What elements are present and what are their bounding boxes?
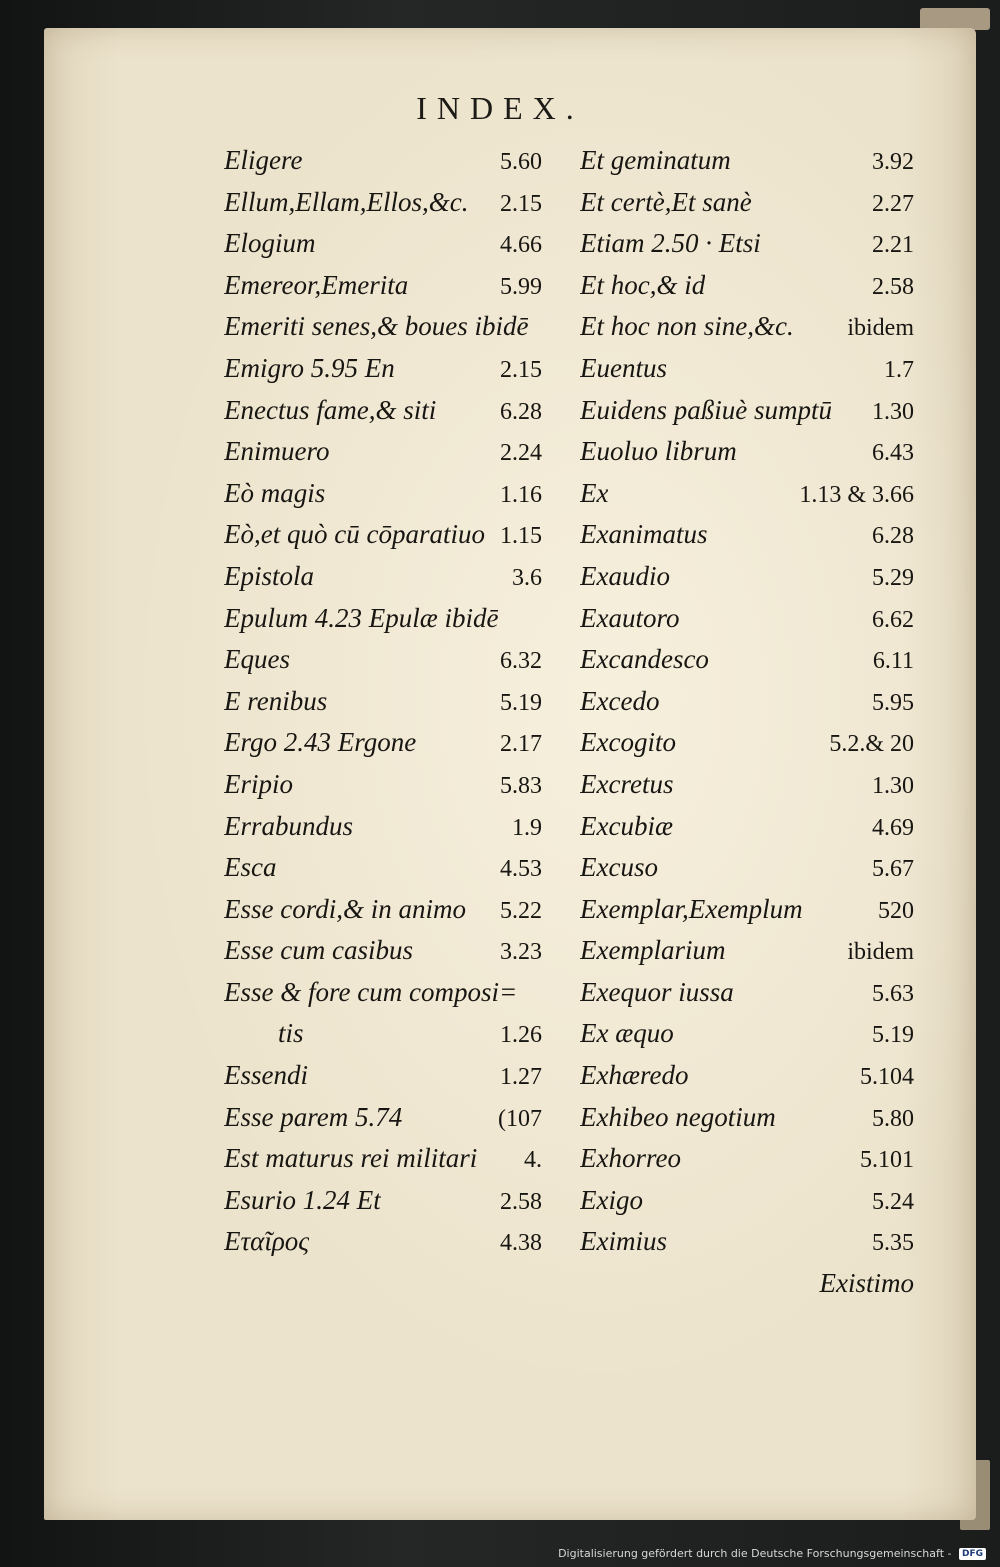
index-entry (224, 972, 542, 1014)
index-entry (224, 847, 542, 889)
index-entry (580, 1180, 914, 1222)
index-reference: 4.69 (872, 814, 914, 841)
index-reference: 4.38 (500, 1230, 542, 1257)
index-term: Ellum,Ellam,Ellos,&c. (224, 186, 469, 217)
index-reference: 1.13 & 3.66 (799, 481, 914, 508)
index-reference: (107 (498, 1105, 542, 1132)
index-term: Ex (580, 477, 609, 508)
index-term: Et geminatum (580, 145, 731, 175)
index-reference: 1.27 (500, 1064, 542, 1091)
index-entry (224, 889, 542, 931)
index-term: E renibus (224, 685, 328, 716)
index-entry (224, 556, 542, 598)
index-term: Excubiæ (580, 810, 673, 841)
index-entry (224, 1097, 542, 1139)
index-entry (224, 182, 542, 224)
index-term: Emeriti senes,& boues ibidē (224, 311, 529, 342)
index-entry (580, 889, 914, 931)
index-entry (224, 1055, 542, 1097)
index-term: Etiam 2.50 · Etsi (580, 228, 761, 259)
index-reference: 6.62 (872, 606, 914, 633)
index-entry (580, 306, 914, 348)
index-entry (580, 556, 914, 598)
index-term: Excandesco (580, 644, 709, 675)
index-term: Esurio 1.24 Et (224, 1184, 381, 1215)
index-reference: 2.27 (872, 190, 914, 217)
index-reference: 3.92 (872, 149, 914, 175)
index-entry (580, 431, 914, 473)
index-term: Excretus (580, 768, 674, 799)
index-term: Et hoc,& id (580, 269, 706, 300)
index-term: Eò,et quò cū cōparatiuo (224, 519, 485, 550)
index-entry (224, 431, 542, 473)
index-entry (580, 140, 914, 182)
index-term: Excedo (580, 685, 660, 716)
index-entry (580, 1097, 914, 1139)
index-reference: 5.19 (872, 1022, 914, 1049)
index-reference: 5.29 (872, 564, 914, 591)
index-term: Eques (224, 644, 290, 675)
index-entry (580, 223, 914, 265)
index-reference: 5.35 (872, 1230, 914, 1257)
index-term: Enimuero (224, 436, 330, 467)
index-term: Esse & fore cum composi= (224, 976, 518, 1007)
index-term: Essendi (224, 1060, 308, 1091)
index-reference: 5.80 (872, 1105, 914, 1132)
index-term: Esse parem 5.74 (224, 1101, 403, 1132)
index-reference: 5.67 (872, 856, 914, 883)
index-entry (580, 390, 914, 432)
index-reference: 1.30 (872, 398, 914, 425)
index-reference: 2.15 (500, 356, 542, 383)
index-term: Exautoro (580, 602, 680, 633)
index-term: Esse cum casibus (224, 935, 413, 966)
index-term: Errabundus (224, 810, 354, 841)
index-entry (580, 1138, 914, 1180)
index-term: Emereor,Emerita (224, 269, 409, 300)
index-term: Exhorreo (580, 1143, 681, 1174)
index-term: Enectus fame,& siti (224, 394, 437, 425)
index-term: Epistola (224, 560, 315, 591)
index-term: Ergo 2.43 Ergone (224, 727, 417, 758)
index-entry (224, 806, 542, 848)
digitization-credit: Digitalisierung gefördert durch die Deutsche Forschungsgemeinschaft - DFG (0, 1547, 986, 1560)
index-reference: ibidem (847, 315, 914, 342)
credit-text: Digitalisierung gefördert durch die Deutsche Forschungsgemeinschaft (558, 1547, 945, 1560)
index-entry (580, 722, 914, 764)
index-entry (224, 514, 542, 556)
index-term: Eligere (224, 145, 303, 175)
index-entry (580, 1221, 914, 1263)
index-column-left (224, 140, 542, 1263)
index-entry (224, 681, 542, 723)
index-term: Exemplarium (580, 935, 726, 966)
dfg-logo: DFG (959, 1548, 986, 1560)
index-entry (580, 930, 914, 972)
index-entry (224, 1180, 542, 1222)
index-entry (224, 473, 542, 515)
index-entry (580, 972, 914, 1014)
index-reference: 1.26 (500, 1022, 542, 1049)
index-entry (580, 514, 914, 556)
page-title: INDEX. (416, 90, 584, 126)
index-term: Et certè,Et sanè (580, 186, 752, 217)
index-entry (224, 265, 542, 307)
index-entry (580, 847, 914, 889)
index-reference: 2.21 (872, 232, 914, 259)
index-reference: 2.58 (872, 273, 914, 300)
index-reference: 6.43 (872, 440, 914, 467)
index-term: Exhæredo (580, 1060, 689, 1091)
index-entry (224, 140, 542, 182)
index-entry (224, 764, 542, 806)
catchword (580, 1263, 914, 1305)
index-term: Exequor iussa (580, 976, 734, 1007)
index-entry (580, 265, 914, 307)
index-reference: 4.66 (500, 232, 542, 259)
index-reference: 2.58 (500, 1188, 542, 1215)
index-term: Eò magis (224, 477, 326, 508)
index-entry (224, 722, 542, 764)
index-entry (224, 930, 542, 972)
index-reference: 5.2.& 20 (829, 731, 914, 758)
index-term: Excogito (580, 727, 676, 758)
index-entry (224, 390, 542, 432)
index-reference: 6.32 (500, 648, 542, 675)
index-entry (580, 806, 914, 848)
index-reference: 5.19 (500, 689, 542, 716)
index-entry (580, 1055, 914, 1097)
index-reference: 2.24 (500, 440, 542, 467)
index-reference: ibidem (847, 939, 914, 966)
index-reference: 6.28 (500, 398, 542, 425)
index-reference: 5.83 (500, 772, 542, 799)
index-reference: 2.15 (500, 190, 542, 217)
index-term: Εταῖρος (224, 1226, 310, 1257)
index-term: Exanimatus (580, 519, 708, 550)
index-reference: 5.104 (860, 1064, 914, 1091)
index-reference: 5.24 (872, 1188, 914, 1215)
index-term: tis (278, 1018, 304, 1049)
index-term: Esca (224, 852, 277, 883)
index-entry (224, 306, 542, 348)
index-entry (580, 182, 914, 224)
index-entry (580, 598, 914, 640)
index-term: Eximius (580, 1226, 667, 1257)
page-edge-top (920, 8, 990, 30)
index-entry (224, 348, 542, 390)
index-term: Et hoc non sine,&c. (580, 311, 794, 342)
index-reference: 5.63 (872, 980, 914, 1007)
index-reference: 1.16 (500, 481, 542, 508)
index-term: Ex æquo (580, 1018, 674, 1049)
index-term: Exaudio (580, 560, 670, 591)
index-term: Esse cordi,& in animo (224, 893, 466, 924)
index-reference: 5.22 (500, 897, 542, 924)
index-reference: 2.17 (500, 731, 542, 758)
index-term: Euidens paßiuè sumptū (580, 394, 832, 425)
index-reference: 6.11 (872, 648, 914, 675)
index-reference: 3.23 (500, 939, 542, 966)
index-reference: 5.95 (872, 689, 914, 716)
index-entry (224, 223, 542, 265)
index-reference: 520 (878, 897, 914, 924)
index-reference: 5.101 (860, 1147, 914, 1174)
index-entry (224, 598, 542, 640)
index-reference: 5.99 (500, 273, 542, 300)
index-entry (224, 1138, 542, 1180)
index-reference: 5.60 (500, 149, 542, 175)
index-reference: 1.30 (872, 772, 914, 799)
index-term: Exemplar,Exemplum (580, 893, 803, 924)
index-term: Exigo (580, 1184, 643, 1215)
index-column-right (580, 140, 914, 1305)
index-reference: 1.7 (884, 356, 914, 383)
index-reference: 3.6 (512, 564, 542, 591)
index-entry (580, 764, 914, 806)
index-entry (224, 1013, 542, 1055)
index-term: Euentus (580, 352, 667, 383)
catchword-text: Existimo (819, 1268, 914, 1299)
index-entry (580, 639, 914, 681)
index-entry (224, 1221, 542, 1263)
index-entry (580, 681, 914, 723)
index-entry (580, 348, 914, 390)
index-term: Emigro 5.95 En (224, 352, 395, 383)
index-reference: 6.28 (872, 523, 914, 550)
index-term: Est maturus rei militari (224, 1143, 478, 1174)
index-reference: 1.9 (512, 814, 542, 841)
index-term: Epulum 4.23 Epulæ ibidē (224, 602, 499, 633)
index-reference: 4. (524, 1147, 542, 1174)
index-reference: 4.53 (500, 856, 542, 883)
index-term: Excuso (580, 852, 658, 883)
index-entry (224, 639, 542, 681)
index-term: Exhibeo negotium (580, 1101, 776, 1132)
index-term: Euoluo librum (580, 436, 737, 467)
index-reference: 1.15 (500, 523, 542, 550)
index-entry (580, 1013, 914, 1055)
index-term: Eripio (224, 768, 294, 799)
index-term: Elogium (224, 228, 316, 259)
index-entry (580, 473, 914, 515)
